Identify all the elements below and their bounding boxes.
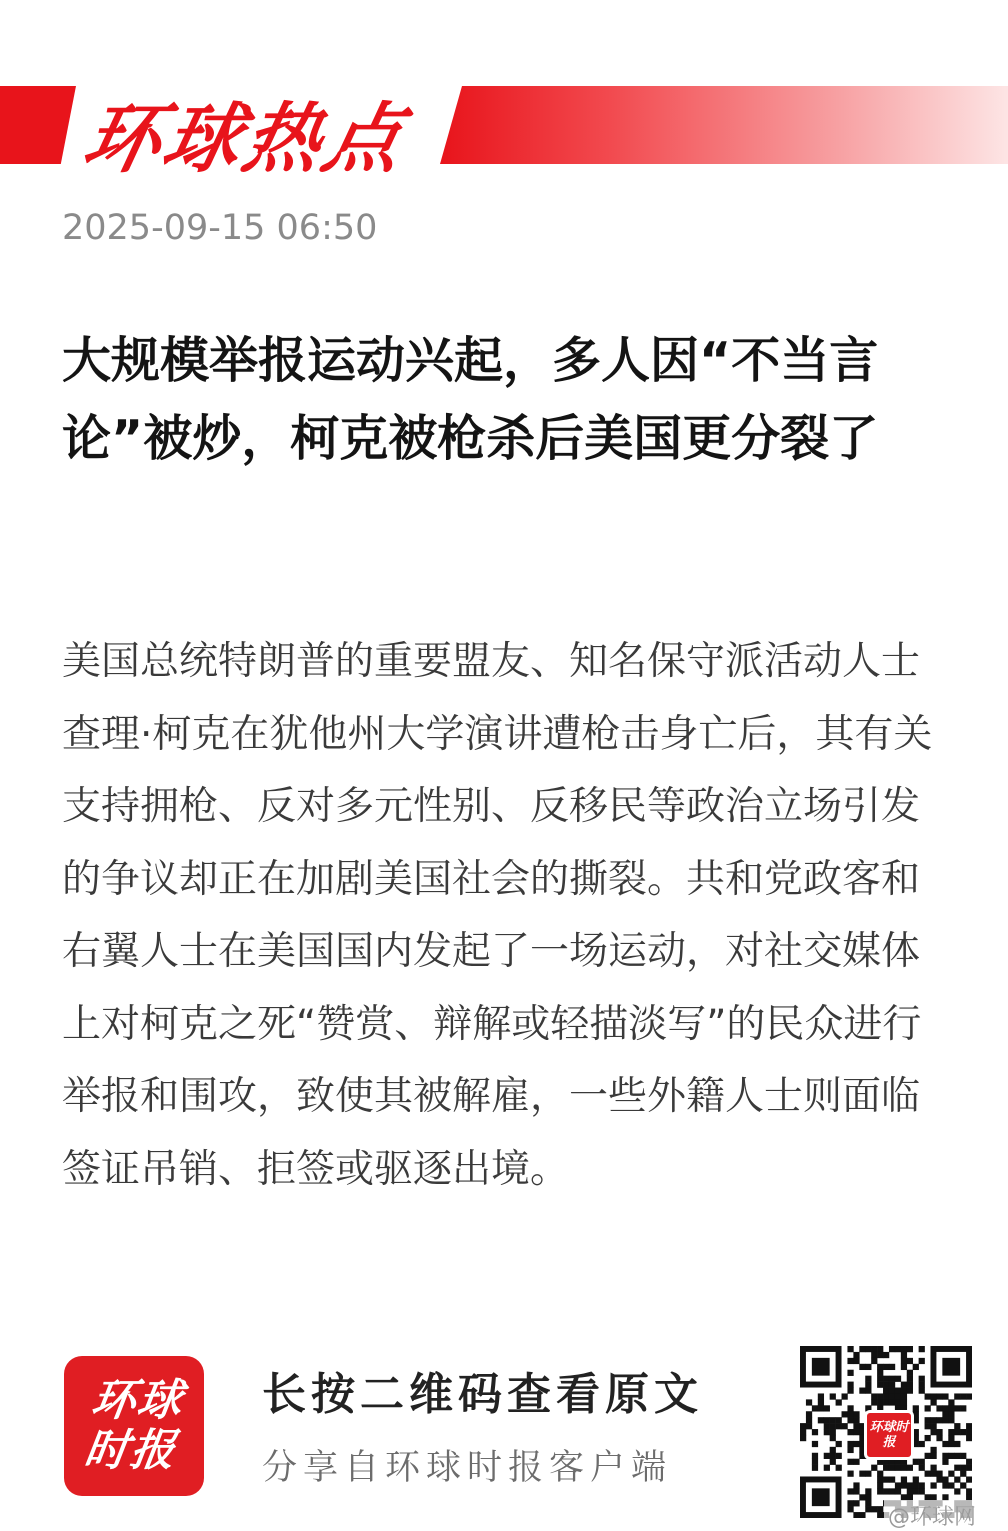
view-original-prompt: 长按二维码查看原文 <box>262 1369 703 1420</box>
banner-left-bar <box>0 86 76 164</box>
banner-title: 环球热点 <box>75 94 415 183</box>
qr-logo: 环球时报 <box>864 1410 914 1460</box>
qr-code-icon[interactable] <box>800 1346 972 1518</box>
banner <box>0 86 1008 183</box>
article-headline: 大规模举报运动兴起，多人因“不当言论”被炒，柯克被枪杀后美国更分裂了 <box>62 332 879 467</box>
app-logo-text: 环球时报 <box>80 1375 188 1476</box>
banner-right-bar <box>440 86 1008 164</box>
watermark: @环球网 <box>884 1500 980 1531</box>
article-body <box>62 626 948 1206</box>
app-logo-icon[interactable] <box>64 1356 204 1496</box>
publish-timestamp: 2025-09-15 06:50 <box>62 208 378 248</box>
article-paragraph: 美国总统特朗普的重要盟友、知名保守派活动人士查理·柯克在犹他州大学演讲遭枪击身亡后，其有关支持拥枪、反对多元性别、反移民等政治立场引发的争议却正在加剧美国社会的撕裂。共和党政客和右翼人士在美国国内发起了一场运动，对社交媒体上对柯克之死“赞赏、辩解或轻描淡写”的民众进行举报和围攻，致使其被解雇，一些外籍人士则面临签证吊销、拒签或驱逐出境。 <box>62 639 933 1192</box>
share-source-text: 分享自环球时报客户端 <box>262 1448 673 1488</box>
